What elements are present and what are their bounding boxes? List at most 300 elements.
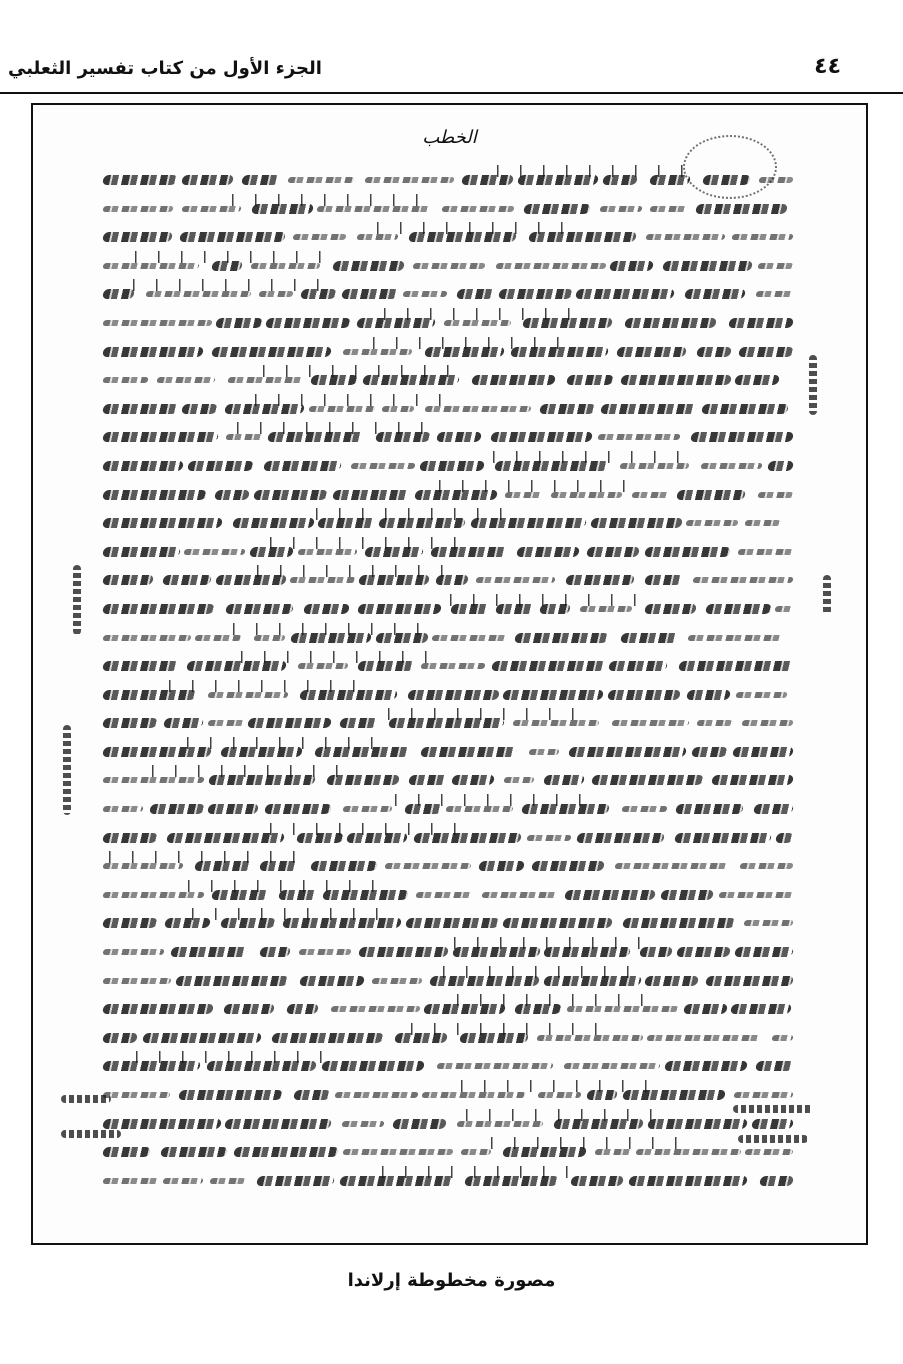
ink-ascenders xyxy=(192,908,392,920)
ink-stroke xyxy=(504,492,543,498)
ink-stroke xyxy=(741,720,793,726)
ink-stroke xyxy=(102,949,164,955)
ink-stroke xyxy=(102,833,158,843)
ink-stroke xyxy=(420,663,485,669)
ink-stroke xyxy=(631,492,670,498)
ink-stroke xyxy=(342,349,412,355)
ink-stroke xyxy=(528,749,559,755)
ink-stroke xyxy=(733,1092,793,1098)
ink-stroke xyxy=(755,291,793,297)
ink-stroke xyxy=(711,775,794,785)
ink-stroke xyxy=(308,406,375,412)
manuscript-line xyxy=(103,1135,793,1164)
manuscript-line xyxy=(103,249,793,278)
ink-stroke xyxy=(321,1061,425,1071)
manuscript-line xyxy=(103,420,793,449)
ink-ascenders xyxy=(232,194,432,206)
ink-ascenders xyxy=(316,508,516,520)
ink-stroke xyxy=(178,1090,283,1100)
ink-stroke xyxy=(293,1090,331,1100)
ink-stroke xyxy=(607,690,681,700)
ink-stroke xyxy=(247,718,332,728)
ink-stroke xyxy=(364,177,454,183)
manuscript-line xyxy=(103,964,793,993)
manuscript-line xyxy=(103,678,793,707)
ink-ascenders xyxy=(439,480,639,492)
ink-stroke xyxy=(616,347,687,357)
manuscript-line xyxy=(103,935,793,964)
ink-stroke xyxy=(436,432,482,442)
ink-stroke xyxy=(608,661,668,671)
manuscript-line xyxy=(103,363,793,392)
ink-stroke xyxy=(181,175,234,185)
ink-stroke xyxy=(662,261,753,271)
ink-stroke xyxy=(175,976,289,986)
ink-stroke xyxy=(102,1147,151,1157)
running-title: الجزء الأول من كتاب تفسير الثعلبي xyxy=(8,58,322,79)
margin-note xyxy=(733,1105,813,1113)
ink-stroke xyxy=(451,775,495,785)
ink-ascenders xyxy=(388,708,588,720)
ink-ascenders xyxy=(169,680,369,692)
ink-stroke xyxy=(676,947,731,957)
manuscript-line xyxy=(103,449,793,478)
ink-stroke xyxy=(181,206,241,212)
ink-stroke xyxy=(718,892,793,898)
ink-stroke xyxy=(357,604,442,614)
ink-stroke xyxy=(102,604,215,614)
ink-stroke xyxy=(286,1004,319,1014)
ink-ascenders xyxy=(136,1051,336,1063)
ink-stroke xyxy=(531,861,605,871)
ink-stroke xyxy=(660,890,714,900)
ink-stroke xyxy=(731,234,793,240)
ink-stroke xyxy=(258,291,293,297)
ink-stroke xyxy=(207,720,244,726)
ink-stroke xyxy=(342,806,392,812)
ink-ascenders xyxy=(395,794,595,806)
ink-stroke xyxy=(539,404,596,414)
ink-stroke xyxy=(566,375,614,385)
ink-stroke xyxy=(102,461,184,471)
ink-stroke xyxy=(102,232,173,242)
ink-stroke xyxy=(614,863,728,869)
ink-ascenders xyxy=(411,1023,611,1035)
manuscript-line xyxy=(103,506,793,535)
ink-stroke xyxy=(701,404,789,414)
ink-stroke xyxy=(537,1092,581,1098)
ink-stroke xyxy=(579,606,632,612)
ink-stroke xyxy=(744,520,780,526)
ink-stroke xyxy=(102,777,204,783)
ink-stroke xyxy=(187,461,254,471)
ink-ascenders xyxy=(237,422,437,434)
ink-stroke xyxy=(590,518,683,528)
ink-ascenders xyxy=(454,937,654,949)
ink-stroke xyxy=(568,747,687,757)
ink-ascenders xyxy=(497,165,697,177)
ink-stroke xyxy=(253,635,285,641)
ink-ascenders xyxy=(263,365,463,377)
ink-stroke xyxy=(481,892,556,898)
ink-stroke xyxy=(342,1149,453,1155)
ink-stroke xyxy=(330,1006,420,1012)
ink-stroke xyxy=(635,1149,741,1155)
ink-stroke xyxy=(166,833,285,843)
ink-stroke xyxy=(381,406,414,412)
ink-stroke xyxy=(297,663,348,669)
ink-stroke xyxy=(624,318,717,328)
ink-stroke xyxy=(303,604,350,614)
ink-stroke xyxy=(674,833,772,843)
ink-stroke xyxy=(646,1035,761,1041)
ink-stroke xyxy=(619,463,689,469)
ink-stroke xyxy=(264,804,332,814)
ink-stroke xyxy=(734,947,794,957)
margin-note xyxy=(61,1095,111,1103)
ink-stroke xyxy=(622,918,736,928)
ink-stroke xyxy=(225,434,263,440)
ink-ascenders xyxy=(233,623,433,635)
manuscript-line xyxy=(103,649,793,678)
ink-stroke xyxy=(503,777,534,783)
ink-stroke xyxy=(371,978,422,984)
ink-stroke xyxy=(310,861,378,871)
ink-stroke xyxy=(241,175,280,185)
margin-note xyxy=(809,355,817,415)
ink-ascenders xyxy=(257,565,457,577)
ink-ascenders xyxy=(491,1137,691,1149)
ink-stroke xyxy=(102,432,219,442)
ink-stroke xyxy=(445,806,513,812)
ink-stroke xyxy=(225,604,294,614)
ink-stroke xyxy=(181,404,218,414)
ink-ascenders xyxy=(270,823,470,835)
ink-stroke xyxy=(686,690,731,700)
ink-ascenders xyxy=(384,308,584,320)
ink-stroke xyxy=(289,577,355,583)
ink-stroke xyxy=(194,635,241,641)
ink-stroke xyxy=(775,833,794,843)
ink-stroke xyxy=(224,1119,332,1129)
ink-stroke xyxy=(160,1147,228,1157)
ink-stroke xyxy=(644,604,697,614)
ink-stroke xyxy=(550,492,622,498)
ink-stroke xyxy=(102,892,204,898)
ink-stroke xyxy=(691,747,728,757)
ink-stroke xyxy=(767,461,794,471)
manuscript-line xyxy=(103,220,793,249)
ink-stroke xyxy=(498,289,573,299)
ink-ascenders xyxy=(133,279,333,291)
ink-stroke xyxy=(356,234,398,240)
ink-stroke xyxy=(334,1092,418,1098)
ink-stroke xyxy=(675,804,744,814)
manuscript-line xyxy=(103,592,793,621)
ink-stroke xyxy=(774,606,793,612)
ink-stroke xyxy=(478,861,525,871)
page-number: ٤٤ xyxy=(814,54,841,79)
ink-stroke xyxy=(420,747,517,757)
ink-stroke xyxy=(755,1061,794,1071)
ink-stroke xyxy=(407,690,500,700)
ink-stroke xyxy=(759,1176,794,1186)
ink-stroke xyxy=(214,490,250,500)
ink-stroke xyxy=(102,1119,222,1129)
manuscript-image xyxy=(31,103,868,1245)
margin-note xyxy=(823,575,831,615)
ink-stroke xyxy=(102,289,135,299)
ink-stroke xyxy=(575,289,675,299)
ink-ascenders xyxy=(493,451,693,463)
ink-stroke xyxy=(456,1121,543,1127)
ink-stroke xyxy=(576,833,665,843)
ink-stroke xyxy=(692,577,793,583)
ink-stroke xyxy=(523,204,591,214)
manuscript-line xyxy=(103,335,793,364)
header-rule xyxy=(0,92,903,94)
ink-ascenders xyxy=(109,851,309,863)
ink-ascenders xyxy=(466,1109,666,1121)
ink-stroke xyxy=(696,347,732,357)
ink-stroke xyxy=(460,1149,491,1155)
ink-stroke xyxy=(316,206,430,212)
ink-stroke xyxy=(298,949,351,955)
ink-stroke xyxy=(514,633,609,643)
ink-ascenders xyxy=(255,394,455,406)
ink-stroke xyxy=(358,947,449,957)
ink-stroke xyxy=(424,406,531,412)
ink-stroke xyxy=(563,1063,660,1069)
ink-stroke xyxy=(271,1033,384,1043)
manuscript-line xyxy=(103,1107,793,1136)
manuscript-line xyxy=(103,478,793,507)
ink-ascenders xyxy=(187,737,387,749)
ink-stroke xyxy=(471,375,556,385)
ink-stroke xyxy=(102,547,181,557)
ink-stroke xyxy=(678,661,794,671)
ink-ascenders xyxy=(152,765,352,777)
ink-stroke xyxy=(265,318,351,328)
ink-stroke xyxy=(441,206,514,212)
ink-stroke xyxy=(436,1063,553,1069)
ink-stroke xyxy=(419,461,485,471)
ink-ascenders xyxy=(450,594,650,606)
ink-stroke xyxy=(734,375,780,385)
ink-stroke xyxy=(475,577,555,583)
ink-stroke xyxy=(145,291,251,297)
ink-stroke xyxy=(536,1035,643,1041)
ink-stroke xyxy=(502,918,613,928)
ink-stroke xyxy=(687,635,781,641)
ink-stroke xyxy=(728,318,794,328)
ink-stroke xyxy=(600,404,697,414)
ink-stroke xyxy=(223,1004,275,1014)
manuscript-line xyxy=(103,392,793,421)
ink-stroke xyxy=(233,1147,339,1157)
ink-stroke xyxy=(102,1004,214,1014)
ink-stroke xyxy=(287,177,354,183)
ink-stroke xyxy=(628,1176,748,1186)
ink-stroke xyxy=(211,347,332,357)
ink-ascenders xyxy=(188,880,388,892)
ink-stroke xyxy=(215,318,263,328)
ink-stroke xyxy=(495,263,606,269)
ink-stroke xyxy=(102,1178,158,1184)
ink-stroke xyxy=(102,320,212,326)
page-header xyxy=(0,48,903,88)
margin-note xyxy=(63,725,71,815)
ink-stroke xyxy=(102,490,207,500)
ink-stroke xyxy=(292,234,346,240)
ink-ascenders xyxy=(270,537,470,549)
ink-stroke xyxy=(758,177,793,183)
ink-ascenders xyxy=(443,966,643,978)
ink-stroke xyxy=(683,1004,728,1014)
ink-stroke xyxy=(263,461,342,471)
ink-stroke xyxy=(102,661,179,671)
ink-stroke xyxy=(209,1178,245,1184)
ink-stroke xyxy=(644,976,699,986)
ink-stroke xyxy=(142,1033,262,1043)
ink-stroke xyxy=(384,863,471,869)
manuscript-line xyxy=(103,1078,793,1107)
manuscript-line xyxy=(103,1049,793,1078)
ink-stroke xyxy=(102,918,158,928)
ink-stroke xyxy=(621,806,667,812)
ink-stroke xyxy=(232,518,315,528)
ink-stroke xyxy=(599,206,642,212)
ink-stroke xyxy=(743,920,793,926)
ink-stroke xyxy=(753,804,794,814)
ink-ascenders xyxy=(461,1080,661,1092)
ink-stroke xyxy=(771,1035,793,1041)
ink-stroke xyxy=(415,892,471,898)
manuscript-heading: الخطب xyxy=(422,127,477,148)
ink-stroke xyxy=(566,1006,678,1012)
ink-stroke xyxy=(102,518,223,528)
manuscript-line xyxy=(103,1021,793,1050)
ink-stroke xyxy=(259,947,291,957)
ink-stroke xyxy=(751,1119,794,1129)
manuscript-line xyxy=(103,906,793,935)
ink-ascenders xyxy=(457,994,657,1006)
ink-stroke xyxy=(649,206,688,212)
ink-stroke xyxy=(402,291,447,297)
margin-note xyxy=(73,565,81,635)
ink-stroke xyxy=(350,463,415,469)
manuscript-line xyxy=(103,1164,793,1193)
ink-stroke xyxy=(102,635,191,641)
manuscript-line xyxy=(103,192,793,221)
ink-stroke xyxy=(170,947,248,957)
ink-stroke xyxy=(456,289,495,299)
ink-stroke xyxy=(700,463,762,469)
ink-stroke xyxy=(332,490,410,500)
ink-stroke xyxy=(339,718,378,728)
ink-ascenders xyxy=(373,337,573,349)
ink-stroke xyxy=(644,575,683,585)
ink-stroke xyxy=(730,1004,792,1014)
ink-stroke xyxy=(739,863,793,869)
ink-stroke xyxy=(102,175,178,185)
manuscript-line xyxy=(103,306,793,335)
ink-stroke xyxy=(102,377,148,383)
ink-stroke xyxy=(737,549,793,555)
ink-stroke xyxy=(102,263,199,269)
ink-stroke xyxy=(702,175,751,185)
ink-stroke xyxy=(299,976,365,986)
ink-stroke xyxy=(609,261,654,271)
ink-stroke xyxy=(690,432,794,442)
ink-stroke xyxy=(405,918,500,928)
ink-stroke xyxy=(102,806,143,812)
ink-stroke xyxy=(543,775,585,785)
ink-stroke xyxy=(512,720,599,726)
ink-ascenders xyxy=(241,651,441,663)
ink-stroke xyxy=(332,261,405,271)
ink-stroke xyxy=(594,1149,631,1155)
ink-stroke xyxy=(757,263,793,269)
ink-stroke xyxy=(564,890,656,900)
ink-stroke xyxy=(685,520,738,526)
manuscript-line xyxy=(103,563,793,592)
ink-stroke xyxy=(102,1092,170,1098)
ink-stroke xyxy=(207,804,259,814)
manuscript-line xyxy=(103,535,793,564)
ink-stroke xyxy=(149,804,205,814)
ink-stroke xyxy=(250,263,320,269)
ink-stroke xyxy=(102,978,171,984)
ink-stroke xyxy=(620,633,679,643)
ink-stroke xyxy=(695,204,788,214)
ink-stroke xyxy=(735,692,787,698)
manuscript-line xyxy=(103,992,793,1021)
ink-ascenders xyxy=(377,222,577,234)
ink-stroke xyxy=(597,434,680,440)
ink-stroke xyxy=(591,775,704,785)
ink-stroke xyxy=(102,718,158,728)
ink-stroke xyxy=(102,206,173,212)
ink-stroke xyxy=(183,549,245,555)
ink-stroke xyxy=(297,549,357,555)
manuscript-line xyxy=(103,849,793,878)
ink-stroke xyxy=(705,976,794,986)
manuscript-line xyxy=(103,735,793,764)
ink-stroke xyxy=(516,547,580,557)
ink-stroke xyxy=(156,377,215,383)
ink-stroke xyxy=(491,661,606,671)
figure-caption: مصورة مخطوطة إرلاندا xyxy=(347,1270,556,1291)
ink-stroke xyxy=(431,635,506,641)
manuscript-line xyxy=(103,792,793,821)
ink-stroke xyxy=(256,1176,335,1186)
ink-stroke xyxy=(684,289,746,299)
manuscript-line xyxy=(103,878,793,907)
ink-stroke xyxy=(162,575,212,585)
ink-stroke xyxy=(102,575,154,585)
manuscript-line xyxy=(103,821,793,850)
ink-stroke xyxy=(502,690,604,700)
ink-stroke xyxy=(412,263,485,269)
ink-stroke xyxy=(179,232,286,242)
ink-stroke xyxy=(102,347,204,357)
ink-stroke xyxy=(611,720,689,726)
manuscript-line xyxy=(103,163,793,192)
ink-stroke xyxy=(102,1033,138,1043)
ink-stroke xyxy=(392,1119,447,1129)
ink-stroke xyxy=(253,490,328,500)
